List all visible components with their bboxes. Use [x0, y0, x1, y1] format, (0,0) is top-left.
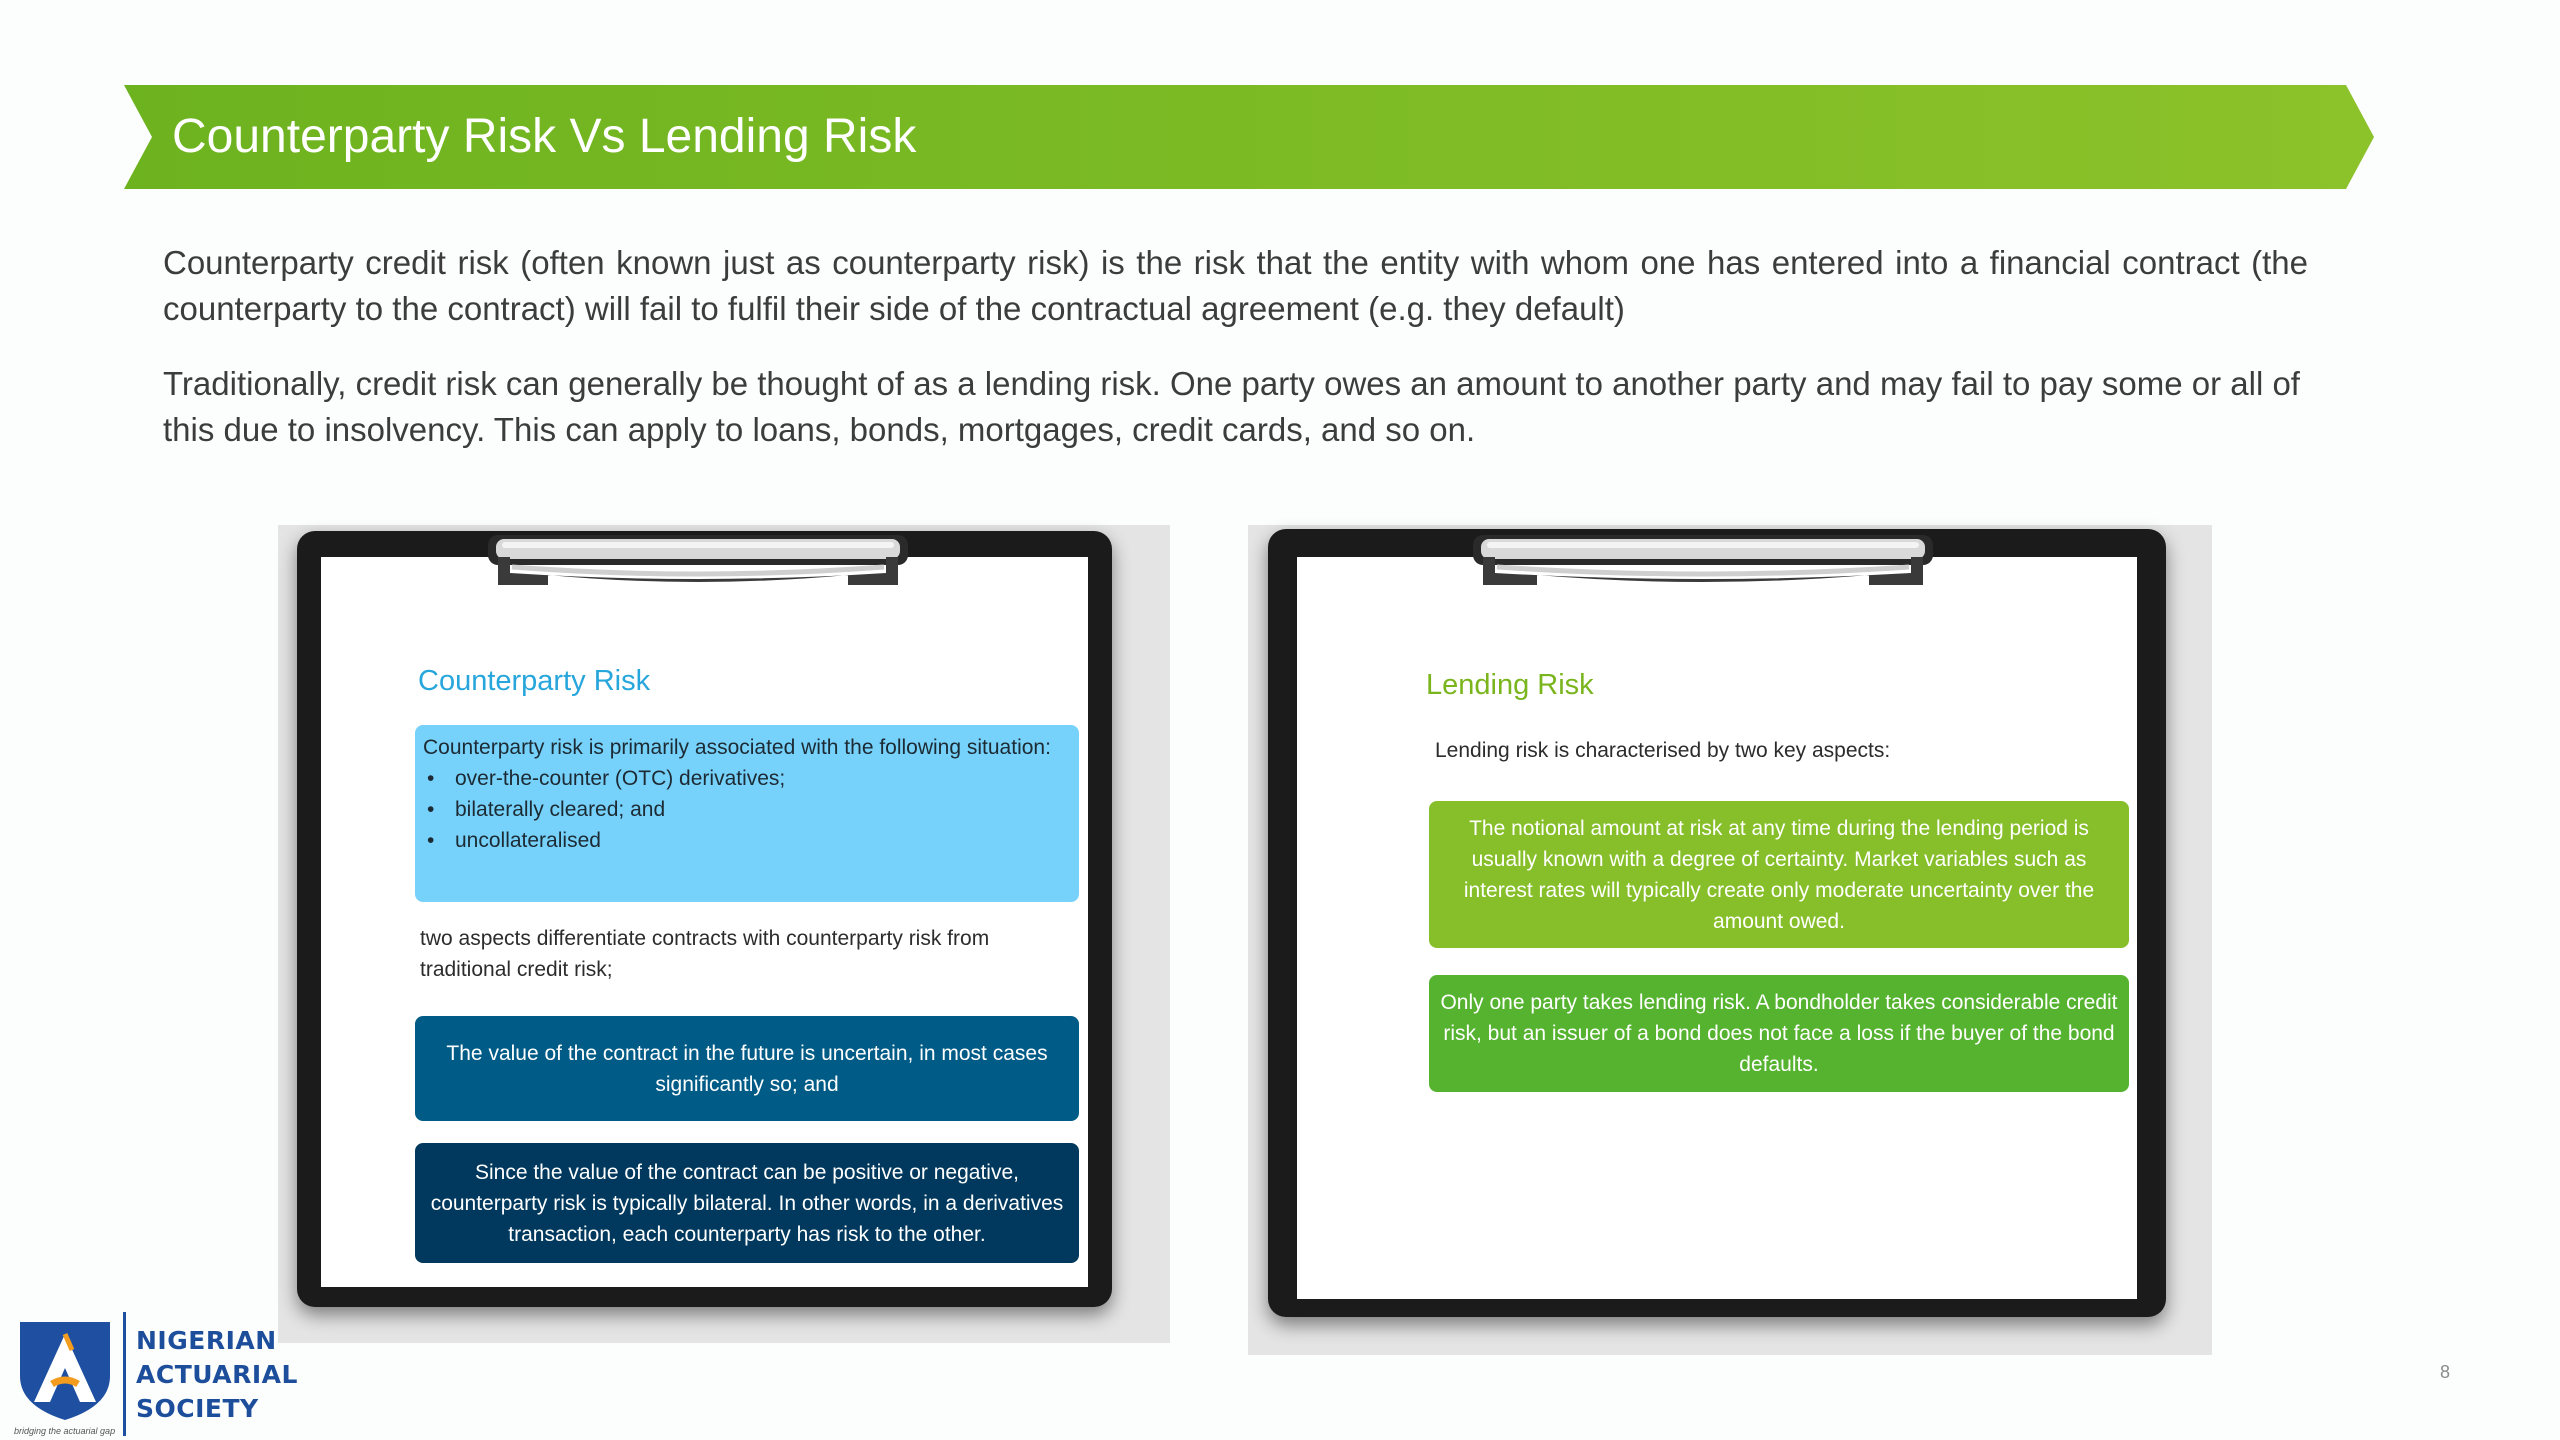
lending-aspect-notional-box [1429, 801, 2129, 948]
counterparty-aspect-uncertain-box [415, 1016, 1079, 1121]
counterparty-aspect-bilateral-text: Since the value of the contract can be positive or negative, counterparty risk is typically bilateral. In other words, in a derivatives transaction, each counterparty has risk to the other. [430, 1160, 1064, 1246]
logo-divider [123, 1312, 126, 1436]
logo-line: ACTUARIAL [136, 1360, 298, 1389]
counterparty-risk-clipboard [278, 525, 1170, 1343]
lending-aspects-text: Lending risk is characterised by two key aspects: [1435, 739, 1891, 762]
lending-aspect-one-party-text: Only one party takes lending risk. A bondholder takes considerable credit risk, but an issuer of a bond does not face a loss if the buyer of the bond defaults. [1440, 991, 2118, 1076]
clipboard-clip-icon [1473, 527, 1933, 597]
counterparty-situation-list [423, 763, 1071, 856]
list-item: • uncollateralised [423, 825, 1071, 856]
list-item: • bilaterally cleared; and [423, 794, 1071, 825]
page-number: 8 [2440, 1362, 2451, 1382]
logo-line: NIGERIAN [136, 1326, 277, 1355]
title-banner [124, 85, 2374, 189]
counterparty-aspects-text: two aspects differentiate contracts with counterparty risk from traditional credit risk; [420, 927, 990, 981]
slide-title: Counterparty Risk Vs Lending Risk [172, 110, 917, 163]
intro-paragraph-counterparty: Counterparty credit risk (often known just as counterparty risk) is the risk that the entity with whom one has entered into a financial contract (the counterparty to the contract) will fail to fulfil their side of the contractual agreement (e.g. they default) [163, 244, 2308, 327]
counterparty-aspect-bilateral-box [415, 1143, 1079, 1263]
lending-aspect-one-party-box [1429, 975, 2129, 1092]
logo-tagline: bridging the actuarial gap [14, 1426, 116, 1436]
lending-risk-clipboard [1248, 525, 2212, 1355]
counterparty-situation-intro: Counterparty risk is primarily associated with the following situation: [423, 736, 1051, 759]
lending-risk-title: Lending Risk [1426, 669, 1594, 701]
nigerian-actuarial-society-logo [12, 1308, 298, 1440]
logo-wordmark [136, 1324, 298, 1426]
nas-logo-icon [12, 1314, 118, 1422]
counterparty-situation-box [415, 725, 1079, 902]
clipboard-paper [1297, 557, 2137, 1299]
counterparty-risk-title: Counterparty Risk [418, 665, 651, 697]
lending-aspect-notional-text: The notional amount at risk at any time during the lending period is usually known with a degree of certainty. Market variables such as interest rates will typically create only moderate uncertainty over the amount owed. [1463, 816, 2095, 933]
counterparty-aspect-uncertain-text: The value of the contract in the future is uncertain, in most cases significantly so; and [446, 1041, 1048, 1096]
clipboard-clip-icon [488, 527, 908, 597]
logo-line: SOCIETY [136, 1394, 259, 1423]
clipboard-paper [321, 557, 1088, 1287]
intro-paragraph-lending: Traditionally, credit risk can generally be thought of as a lending risk. One party owes an amount to another party and may fail to pay some or all of this due to insolvency. This can apply to loans, bonds, mortgages, credit cards, and so on. [163, 365, 2300, 448]
list-item: • over-the-counter (OTC) derivatives; [423, 763, 1071, 794]
